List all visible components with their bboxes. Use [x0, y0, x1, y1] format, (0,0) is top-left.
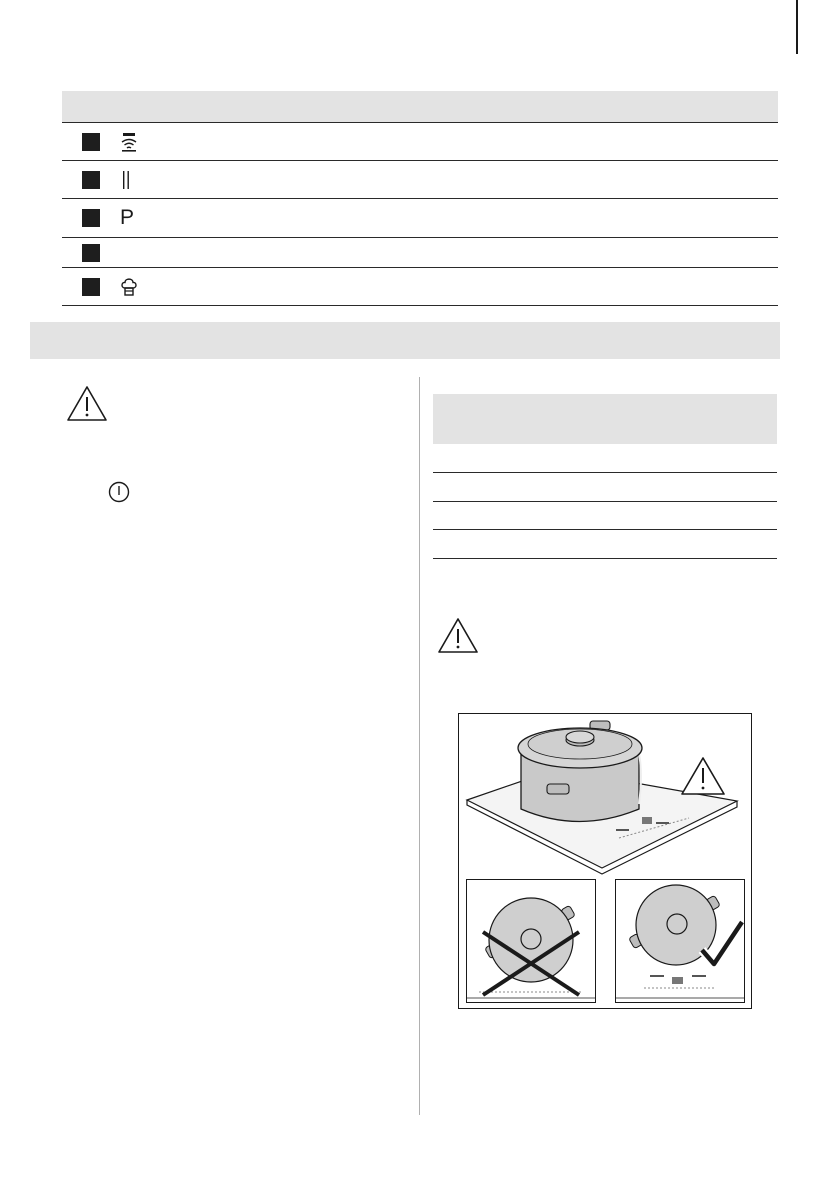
power-boost-icon: P — [120, 206, 135, 229]
hob-to-hood-icon — [120, 132, 138, 152]
table-row — [62, 199, 778, 238]
pause-icon — [120, 170, 132, 190]
row-marker — [82, 171, 100, 189]
table-row — [62, 238, 778, 268]
margin-cut-line — [796, 0, 798, 54]
table-row-line — [433, 529, 777, 530]
table-row — [62, 268, 778, 306]
chef-hat-icon — [120, 277, 138, 297]
table-row — [62, 123, 778, 161]
table-row-line — [433, 558, 777, 559]
column-divider — [419, 377, 420, 1115]
table-row — [62, 161, 778, 199]
symbol-table — [62, 91, 778, 306]
right-table-header — [433, 394, 777, 444]
section-heading-bar — [30, 322, 780, 359]
pot-away-from-control-panel-checked — [615, 879, 745, 1003]
pot-covering-control-panel-crossed — [466, 879, 596, 1003]
warning-triangle-icon — [437, 617, 479, 659]
row-marker — [82, 209, 100, 227]
hob-pot-illustration — [458, 713, 752, 1009]
table-row-line — [433, 472, 777, 473]
symbol-table-header — [62, 91, 778, 123]
row-marker — [82, 244, 100, 262]
on-off-icon — [107, 480, 131, 508]
table-row-line — [433, 501, 777, 502]
warning-triangle-icon — [66, 385, 108, 427]
row-marker — [82, 133, 100, 151]
row-marker — [82, 278, 100, 296]
